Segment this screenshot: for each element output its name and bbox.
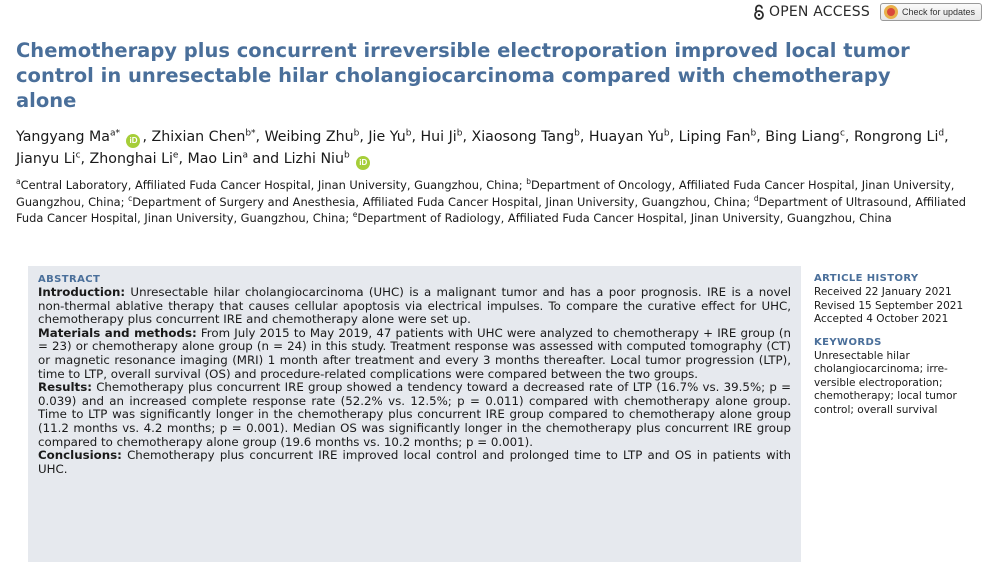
author-affiliation-mark: b (456, 128, 463, 139)
article-title: Chemotherapy plus concurrent irreversible electroporation improved local tumor control in unresectable hilar cholangiocarcinoma compared with chemotherapy alone (16, 39, 910, 112)
author-affiliation-mark: b (353, 128, 360, 139)
author-name: Bing Liang (765, 129, 840, 145)
author (152, 129, 256, 145)
author-name: Xiaosong Tang (471, 129, 575, 145)
author-name: Rongrong Li (853, 129, 939, 145)
author-list: Yangyang $Ma^{a*}$ iD , Zhixian Chen$^{b*}$, Weibing Zhu$^b$, Jie Yu$^b$, Hui Ji$^b$, Xiaosong Tang$^b$, Huayan Yu$^b$, Liping Fan$^b$, Bing Liang$^c$, Rongrong Li$^d$, Jianyu Li$^c$, Zhonghai Li$^e$, Mao Lin$^a$ and Lizhi Niu$^b$ iD (16, 126, 976, 170)
keyword-line: versible electroporation; (814, 376, 943, 389)
affiliation-text: Department of Ultrasound, Affiliated Fuda Cancer Hospital, Jinan University, Guangzhou, China; (16, 194, 967, 225)
abstract-section-label: Results: (38, 380, 92, 395)
author (90, 151, 179, 167)
author-name: Huayan Yu (588, 129, 664, 145)
abstract-section-text: From July 2015 to May 2019, 47 patients with UHC were analyzed to chemotherapy + IRE group (n = 23) or chemotherapy alone group (n = 24) in this study. Treatment response was assessed with computed tomography (CT) or magnetic resonance imaging (MRI) 1 month after treatment and every 3 months thereafter. Local tumor progression (LTP), time to LTP, overall survival (OS) and procedure-related complications were compared between the two groups. (38, 325, 791, 381)
author-name: Zhixian Chen (151, 129, 246, 145)
orcid-icon[interactable]: iD (356, 156, 370, 170)
article-history-heading: ARTICLE HISTORY (814, 273, 919, 284)
abstract-section-label: Materials and methods: (38, 325, 197, 340)
author-affiliation-mark: a* (109, 128, 120, 139)
orcid-icon[interactable]: iD (126, 134, 140, 148)
author-name: Mao Lin (187, 151, 243, 167)
affiliation-mark: e (352, 210, 358, 220)
affiliation-text: Central Laboratory, Affiliated Fuda Cancer Hospital, Jinan University, Guangzhou, China; (20, 178, 527, 192)
author (589, 129, 670, 145)
author (765, 129, 845, 145)
accepted-date: Accepted 4 October 2021 (814, 313, 949, 325)
affiliation-mark: c (128, 193, 133, 203)
author (679, 129, 757, 145)
author-affiliation-mark: c (75, 150, 81, 161)
author-affiliation-mark: b (405, 128, 412, 139)
author-name: Jianyu Li (16, 151, 76, 167)
author-name: Jie Yu (368, 129, 406, 145)
author-name: Zhonghai Li (89, 151, 173, 167)
author (854, 129, 944, 145)
check-for-updates-button[interactable] (880, 3, 982, 21)
author-name: Yangyang Ma (16, 129, 110, 145)
affiliation-text: Department of Oncology, Affiliated Fuda Cancer Hospital, Jinan University, Guangzhou, China; (16, 178, 955, 209)
crossmark-icon (884, 5, 898, 19)
abstract-body (38, 286, 791, 476)
open-lock-icon (753, 4, 765, 20)
abstract-section-label: Introduction: (38, 285, 126, 299)
revised-date: Revised 15 September 2021 (814, 299, 964, 312)
abstract-section (38, 327, 791, 381)
author-affiliation-mark: d (938, 128, 945, 139)
author (16, 129, 142, 145)
author-name: Weibing Zhu (264, 129, 354, 145)
open-access-label: OPEN ACCESS (769, 4, 870, 20)
affiliation-text: Department of Radiology, Affiliated Fuda Cancer Hospital, Jinan University, Guangzhou, China (357, 211, 892, 225)
check-for-updates-label: Check for updates (901, 7, 975, 17)
abstract-section-text: Unresectable hilar cholangiocarcinoma (UHC) is a malignant tumor and has a poor prognosis. IRE is a novel non-thermal ablative therapy that causes cellular apoptosis via electrical impulses. To compare the curative effect for UHC, chemotherapy plus concurrent IRE and chemotherapy alone were set up. (38, 285, 791, 327)
author (472, 129, 580, 145)
author-name: Lizhi Niu (283, 151, 344, 167)
author-affiliation-mark: e (172, 150, 179, 161)
abstract-section (38, 286, 791, 327)
author (284, 151, 373, 167)
abstract-section (38, 381, 791, 449)
abstract-box (28, 266, 801, 562)
abstract-section-label: Conclusions: (38, 448, 122, 463)
affiliations (16, 177, 976, 227)
author (16, 151, 81, 167)
keyword-line: chemotherapy; local tumor (814, 390, 957, 402)
author (421, 129, 463, 145)
author-affiliation-mark: b* (245, 128, 256, 139)
author-affiliation-mark: b (663, 128, 670, 139)
affiliation-mark: a (16, 177, 21, 187)
abstract-section-text: Chemotherapy plus concurrent IRE group showed a tendency toward a decreased rate of LTP (16.7% vs. 39.5%; p = 0.039) and an increased complete response rate (52.2% vs. 12.5%; p = 0.011) compared with chemotherapy alone group. Time to LTP was significantly longer in the chemotherapy plus concurrent IRE group compared to chemotherapy alone group (11.2 months vs. 4.2 months; p = 0.001). Median OS was significantly longer in the chemotherapy plus concurrent IRE group compared to chemotherapy alone group (19.6 months vs. 10.2 months; p = 0.001). (38, 380, 791, 449)
keyword-line: control; overall survival (814, 403, 938, 416)
keyword-line: Unresectable hilar (814, 349, 910, 362)
abstract-section (38, 449, 791, 476)
received-date: Received 22 January 2021 (814, 286, 952, 298)
author (265, 129, 360, 145)
keyword-line: cholangiocarcinoma; irre- (814, 363, 948, 375)
keywords-list (814, 350, 984, 418)
affiliation-mark: b (526, 177, 531, 187)
author-affiliation-mark: b (344, 150, 350, 161)
open-access-badge (753, 4, 870, 20)
author-affiliation-mark: a (242, 150, 248, 161)
abstract-heading: ABSTRACT (38, 274, 101, 285)
affiliation-text: Department of Surgery and Anesthesia, Affiliated Fuda Cancer Hospital, Jinan University, Guangzhou, China; (132, 194, 754, 209)
keywords-heading: KEYWORDS (814, 336, 882, 348)
author-affiliation-mark: c (839, 128, 845, 139)
article-sidebar (814, 273, 984, 417)
author-name: Hui Ji (420, 129, 457, 145)
top-bar (753, 3, 982, 21)
affiliation-mark: d (753, 193, 759, 203)
author (368, 129, 411, 145)
author (188, 151, 248, 167)
author-affiliation-mark: b (574, 128, 580, 139)
author-name: Liping Fan (678, 129, 751, 145)
abstract-section-text: Chemotherapy plus concurrent IRE improved local control and prolonged time to LTP and OS in patients with UHC. (38, 448, 791, 476)
author-affiliation-mark: b (750, 128, 757, 139)
